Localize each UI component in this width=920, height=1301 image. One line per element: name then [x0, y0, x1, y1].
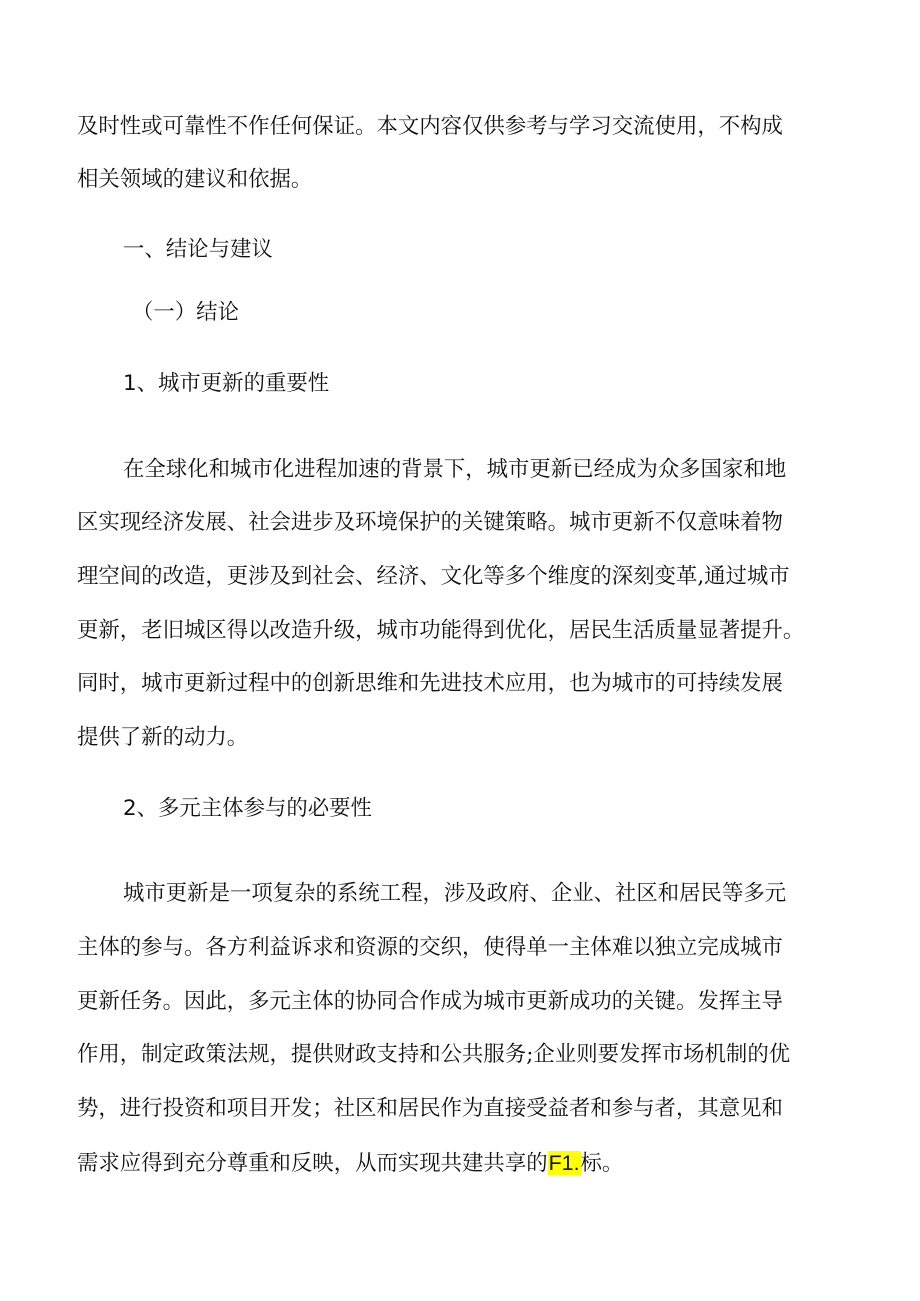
intro-line-2: 相关领域的建议和依据。	[77, 167, 313, 192]
item2-line-6	[77, 1149, 847, 1178]
section-subheading: （一）结论	[132, 300, 239, 325]
item2-line-1: 城市更新是一项复杂的系统工程，涉及政府、企业、社区和居民等多元	[123, 881, 787, 906]
intro-line-1: 及时性或可靠性不作任何保证。本文内容仅供参考与学习交流使用，不构成	[77, 114, 783, 139]
item2-line-6-suffix: 标。	[580, 1151, 624, 1176]
item1-heading: 1、城市更新的重要性	[123, 371, 330, 396]
section-heading: 一、结论与建议	[123, 237, 273, 262]
item1-line-1: 在全球化和城市化进程加速的背景下，城市更新已经成为众多国家和地	[123, 457, 787, 482]
item1-line-3: 理空间的改造，更涉及到社会、经济、文化等多个维度的深刻变革,通过城市	[77, 564, 790, 589]
item1-line-5: 同时，城市更新过程中的创新思维和先进技术应用，也为城市的可持续发展	[77, 671, 783, 696]
item1-line-6: 提供了新的动力。	[77, 725, 249, 750]
item2-line-6-prefix: 需求应得到充分尊重和反映，从而实现共建共享的	[77, 1151, 548, 1176]
item1-line-2: 区实现经济发展、社会进步及环境保护的关键策略。城市更新不仅意味着物	[77, 510, 783, 535]
item2-line-5: 势，进行投资和项目开发；社区和居民作为直接受益者和参与者，其意见和	[77, 1096, 783, 1121]
item2-line-3: 更新任务。因此，多元主体的协同合作成为城市更新成功的关键。发挥主导	[77, 989, 783, 1014]
item1-line-4: 更新，老旧城区得以改造升级，城市功能得到优化，居民生活质量显著提升。	[77, 618, 805, 643]
item2-line-4: 作用，制定政策法规，提供财政支持和公共服务;企业则要发挥市场机制的优	[77, 1042, 791, 1067]
item2-line-2: 主体的参与。各方利益诉求和资源的交织，使得单一主体难以独立完成城市	[77, 935, 783, 960]
item2-heading: 2、多元主体参与的必要性	[123, 796, 372, 821]
highlighted-text: F1.	[548, 1151, 580, 1175]
